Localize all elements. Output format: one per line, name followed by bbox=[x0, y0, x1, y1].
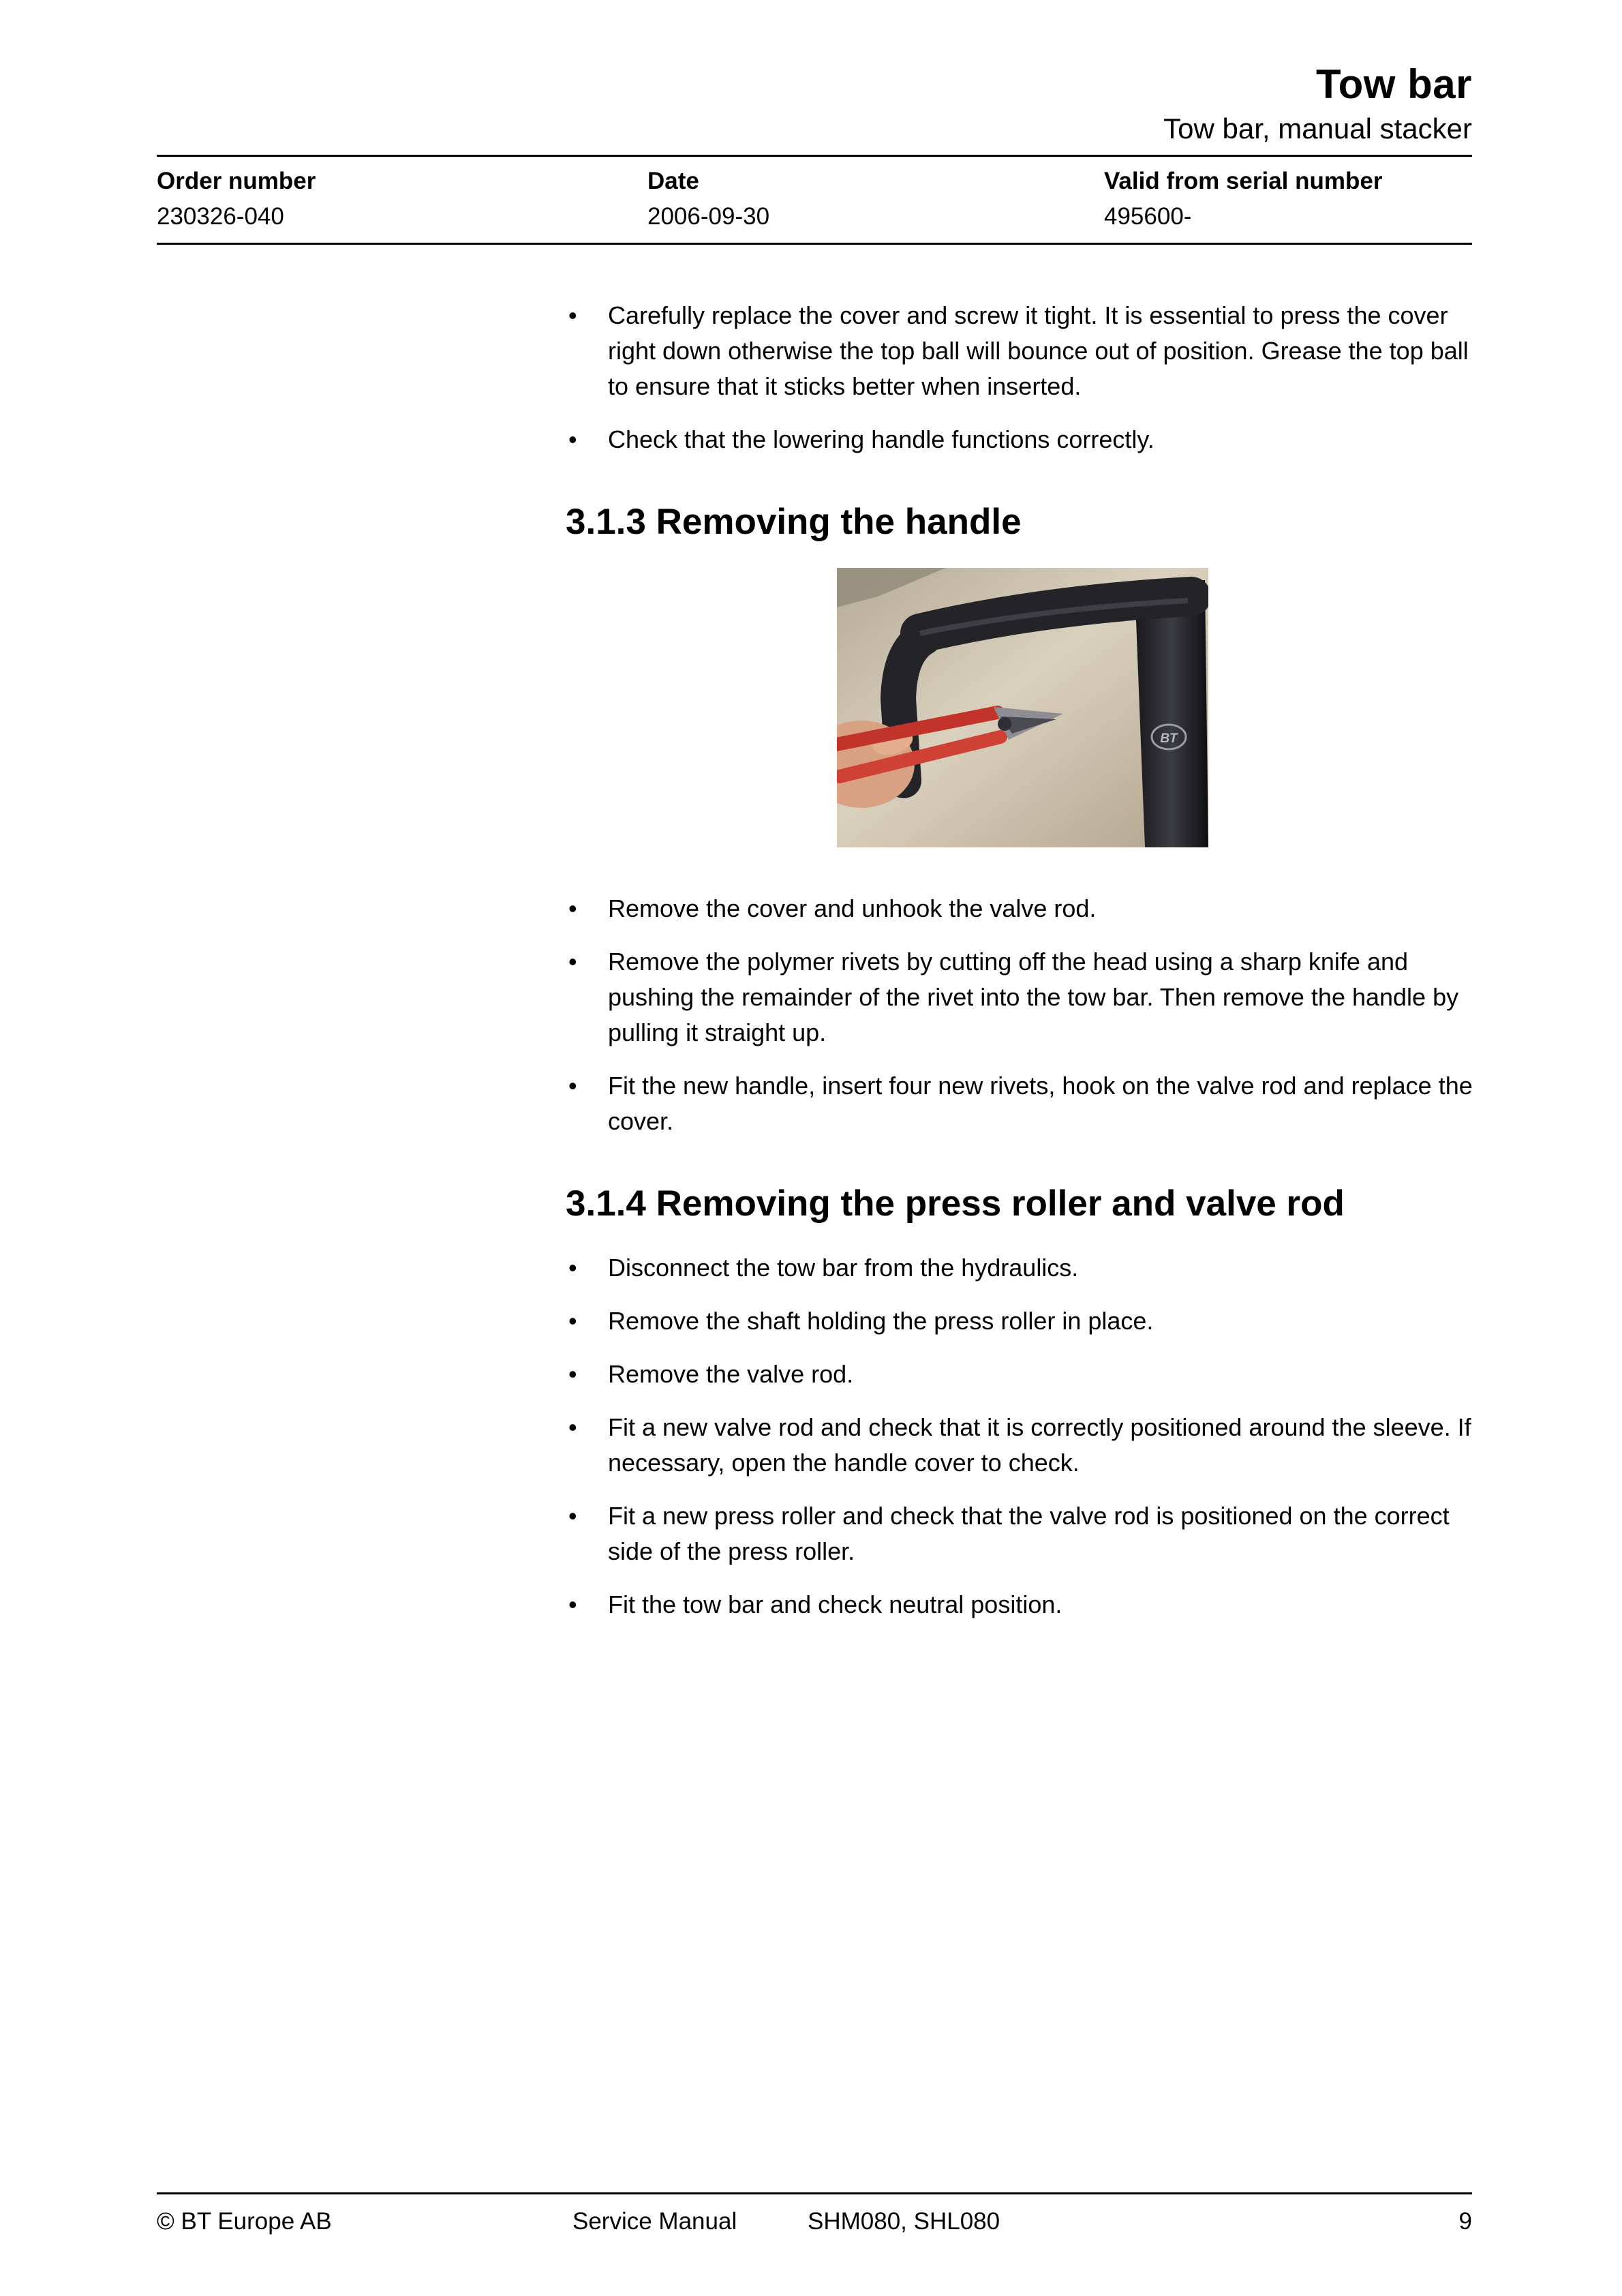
footer-copyright: © BT Europe AB bbox=[157, 2208, 332, 2235]
bullet-item: • Remove the valve rod. bbox=[566, 1357, 1479, 1392]
tow-bar-post bbox=[1135, 580, 1208, 847]
bullet-item: • Carefully replace the cover and screw it tight. It is essential to press the cover right down otherwise the top ball will bounce out of position. Grease the top ball to ensure that it sticks better when inserted. bbox=[566, 298, 1479, 404]
title-block bbox=[157, 63, 1472, 145]
serial-value: 495600- bbox=[1104, 203, 1192, 230]
footer-row bbox=[157, 2208, 1472, 2239]
bullet-item: • Remove the shaft holding the press roller in place. bbox=[566, 1303, 1479, 1339]
meta-row bbox=[157, 157, 1472, 230]
page-header bbox=[157, 63, 1472, 245]
footer-page-number: 9 bbox=[1458, 2208, 1472, 2235]
bullet-item: • Disconnect the tow bar from the hydraulics. bbox=[566, 1250, 1479, 1286]
footer-divider bbox=[157, 2192, 1472, 2194]
page-footer bbox=[157, 2192, 1472, 2239]
order-number-value: 230326-040 bbox=[157, 203, 284, 230]
footer-models: SHM080, SHL080 bbox=[808, 2208, 1000, 2235]
serial-label: Valid from serial number bbox=[1104, 168, 1383, 194]
header-divider-bottom bbox=[157, 243, 1472, 245]
date-block bbox=[647, 168, 1104, 230]
doc-subtitle: Tow bar, manual stacker bbox=[1163, 112, 1472, 145]
bullet-item: • Fit a new valve rod and check that it is correctly positioned around the sleeve. If necessary, open the handle cover to check. bbox=[566, 1410, 1479, 1481]
bullet-item: • Check that the lowering handle functions correctly. bbox=[566, 422, 1479, 457]
footer-document-type: Service Manual bbox=[572, 2208, 737, 2235]
section-heading-313: 3.1.3 Removing the handle bbox=[566, 502, 1022, 542]
bullet-item: • Fit a new press roller and check that the valve rod is positioned on the correct side of the press roller. bbox=[566, 1498, 1479, 1569]
date-value: 2006-09-30 bbox=[647, 203, 770, 230]
main-content bbox=[566, 298, 1479, 1622]
bullet-item: • Remove the cover and unhook the valve rod. bbox=[566, 891, 1479, 926]
doc-title: Tow bar bbox=[1315, 61, 1472, 107]
bt-logo: BT bbox=[1159, 731, 1178, 746]
cutter-pivot bbox=[998, 717, 1011, 731]
handle-photo bbox=[837, 568, 1208, 847]
order-number-block bbox=[157, 168, 647, 230]
bullet-item: • Fit the tow bar and check neutral position. bbox=[566, 1587, 1479, 1622]
intro-bullet-list bbox=[566, 298, 1479, 457]
order-number-label: Order number bbox=[157, 168, 316, 194]
section-314-bullet-list bbox=[566, 1250, 1479, 1622]
bullet-item: • Remove the polymer rivets by cutting off the head using a sharp knife and pushing the remainder of the rivet into the tow bar. Then remove the handle by pulling it straight up. bbox=[566, 944, 1479, 1051]
section-heading-314: 3.1.4 Removing the press roller and valve rod bbox=[566, 1183, 1345, 1224]
serial-block bbox=[1104, 168, 1472, 230]
handle-photo-illustration bbox=[837, 568, 1208, 847]
bullet-item: • Fit the new handle, insert four new rivets, hook on the valve rod and replace the cover. bbox=[566, 1068, 1479, 1139]
section-313-bullet-list bbox=[566, 891, 1479, 1139]
date-label: Date bbox=[647, 168, 699, 194]
